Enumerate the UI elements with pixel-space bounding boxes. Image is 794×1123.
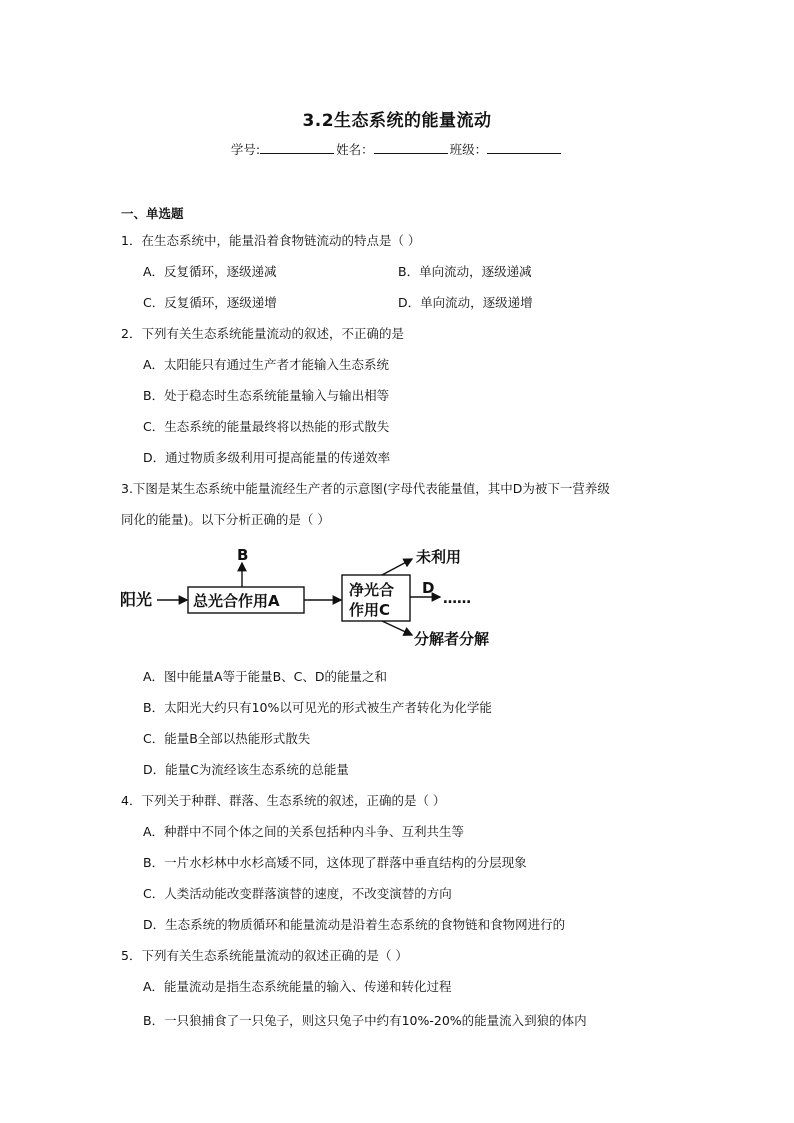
question-2-option-d: D．通过物质多级利用可提高能量的传递效率: [143, 450, 391, 465]
diagram-sunlight-label: 阳光: [120, 590, 153, 609]
question-3-option-d: D．能量C为流经该生态系统的总能量: [143, 762, 349, 777]
diagram-net-label-2: 作用C: [349, 601, 391, 619]
student-id-label: 学号:: [230, 142, 261, 157]
diagram-dots: ……: [443, 591, 471, 607]
question-5-stem: 5．下列有关生态系统能量流动的叙述正确的是（ ）: [121, 948, 408, 963]
question-1-option-d: D．单向流动，逐级递增: [398, 295, 533, 310]
arrow-to-unused: [382, 559, 412, 575]
question-4-option-b: B．一片水杉林中水杉高矮不同，这体现了群落中垂直结构的分层现象: [143, 855, 527, 870]
student-id-blank[interactable]: [260, 140, 334, 154]
diagram-d-label: D: [422, 579, 435, 597]
diagram-gross-label: 总光合作用A: [193, 592, 280, 610]
question-4-option-d: D．生态系统的物质循环和能量流动是沿着生态系统的食物链和食物网进行的: [143, 917, 566, 932]
question-3-stem-line-1: 3.下图是某生态系统中能量流经生产者的示意图(字母代表能量值，其中D为被下一营养级: [121, 481, 610, 496]
section-heading: 一、单选题: [121, 206, 184, 221]
question-4-stem: 4．下列关于种群、群落、生态系统的叙述，正确的是（ ）: [121, 793, 446, 808]
question-1-option-a: A．反复循环，逐级递减: [143, 264, 277, 279]
question-2-option-b: B．处于稳态时生态系统能量输入与输出相等: [143, 388, 390, 403]
question-2-option-a: A．太阳能只有通过生产者才能输入生态系统: [143, 357, 390, 372]
class-label: 班级：: [449, 142, 488, 157]
name-label: 姓名：: [336, 142, 374, 157]
diagram-net-label-1: 净光合: [349, 581, 395, 599]
diagram-unused-label: 未利用: [416, 548, 462, 566]
energy-flow-diagram: [120, 545, 500, 650]
question-3-stem-line-2: 同化的能量)。以下分析正确的是（ ）: [121, 512, 330, 527]
name-blank[interactable]: [374, 140, 448, 154]
question-1-stem: 1．在生态系统中，能量沿着食物链流动的特点是（ ）: [121, 233, 421, 248]
question-5-option-a: A．能量流动是指生态系统能量的输入、传递和转化过程: [143, 979, 452, 994]
question-3-option-c: C．能量B全部以热能形式散失: [143, 731, 311, 746]
question-3-option-a: A．图中能量A等于能量B、C、D的能量之和: [143, 669, 388, 684]
question-5-option-b: B．一只狼捕食了一只兔子，则这只兔子中约有10%-20%的能量流入到狼的体内: [143, 1013, 587, 1028]
student-info-line: [0, 140, 794, 158]
question-4-option-a: A．种群中不同个体之间的关系包括种内斗争、互利共生等: [143, 824, 465, 839]
question-1-option-b: B．单向流动，逐级递减: [398, 264, 532, 279]
question-1-option-c: C．反复循环，逐级递增: [143, 295, 277, 310]
question-2-option-c: C．生态系统的能量最终将以热能的形式散失: [143, 419, 390, 434]
class-blank[interactable]: [487, 140, 561, 154]
question-4-option-c: C．人类活动能改变群落演替的速度，不改变演替的方向: [143, 886, 452, 901]
diagram-decomposer-label: 分解者分解: [414, 630, 490, 648]
arrow-to-decomposer: [382, 621, 412, 635]
question-3-option-b: B．太阳光大约只有10%以可见光的形式被生产者转化为化学能: [143, 700, 492, 715]
diagram-b-label: B: [237, 546, 249, 564]
question-2-stem: 2．下列有关生态系统能量流动的叙述，不正确的是: [121, 326, 404, 341]
page-title: 3.2生态系统的能量流动: [302, 111, 492, 131]
